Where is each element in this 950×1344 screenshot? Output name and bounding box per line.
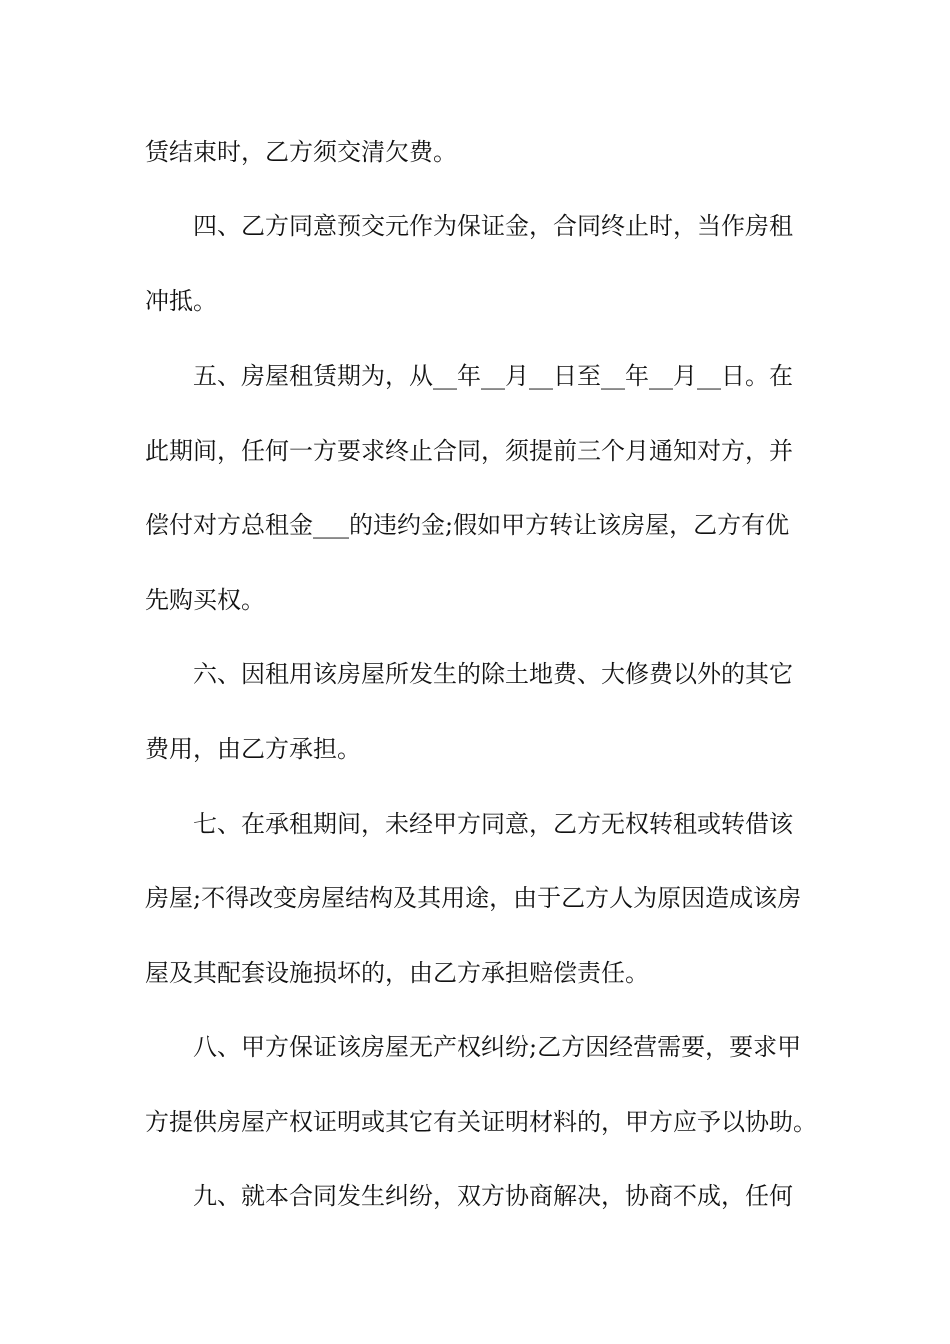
text-line: 偿付对方总租金___的违约金;假如甲方转让该房屋，乙方有优 (145, 511, 790, 539)
text-line: 房屋;不得改变房屋结构及其用途，由于乙方人为原因造成该房 (145, 884, 802, 912)
text-line: 五、房屋租赁期为，从__年__月__日至__年__月__日。在 (193, 362, 793, 390)
text-line: 九、就本合同发生纠纷，双方协商解决，协商不成，任何 (193, 1182, 793, 1210)
text-line: 赁结束时，乙方须交清欠费。 (145, 138, 457, 166)
text-line: 方提供房屋产权证明或其它有关证明材料的，甲方应予以协助。 (145, 1108, 817, 1136)
text-line: 七、在承租期间，未经甲方同意，乙方无权转租或转借该 (193, 810, 793, 838)
text-line: 此期间，任何一方要求终止合同，须提前三个月通知对方，并 (145, 437, 793, 465)
text-line: 冲抵。 (145, 287, 217, 315)
text-line: 六、因租用该房屋所发生的除土地费、大修费以外的其它 (193, 660, 793, 688)
text-line: 先购买权。 (145, 586, 265, 614)
text-line: 费用，由乙方承担。 (145, 735, 361, 763)
text-line: 屋及其配套设施损坏的，由乙方承担赔偿责任。 (145, 959, 649, 987)
text-line: 八、甲方保证该房屋无产权纠纷;乙方因经营需要，要求甲 (193, 1033, 802, 1061)
text-line: 四、乙方同意预交元作为保证金，合同终止时，当作房租 (193, 212, 793, 240)
